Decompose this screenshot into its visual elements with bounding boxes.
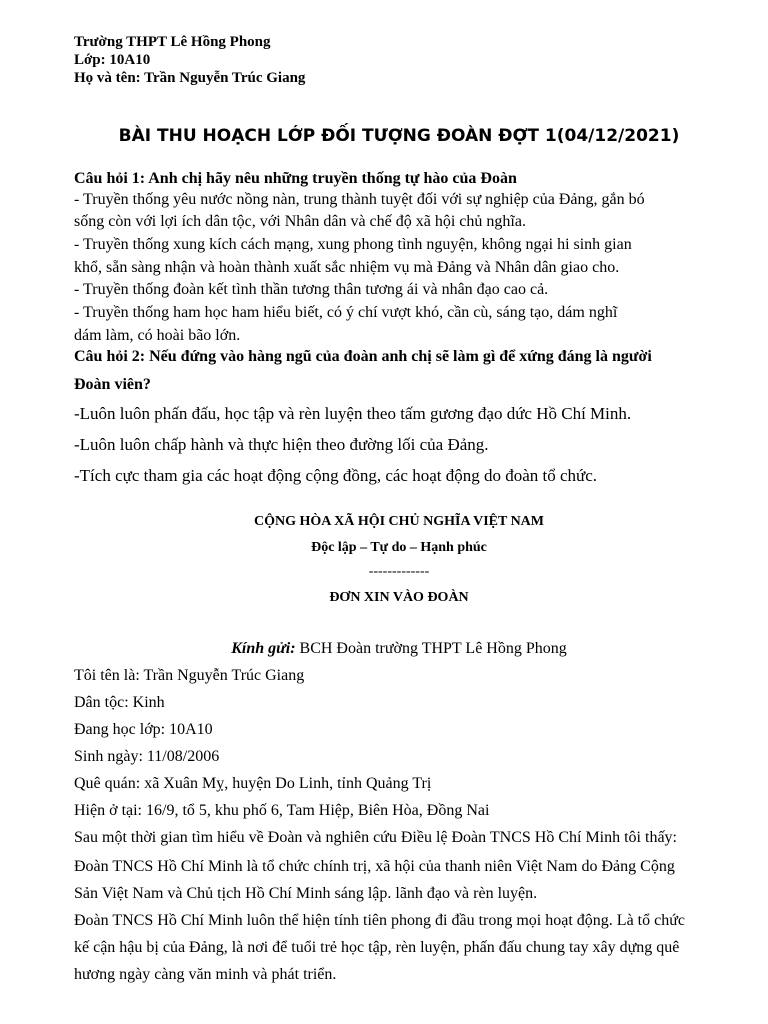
school-name: Trường THPT Lê Hồng Phong (74, 34, 271, 50)
nation-title: CỘNG HÒA XÃ HỘI CHỦ NGHĨA VIỆT NAM (253, 514, 544, 529)
field-birthday: Sinh ngày: 11/08/2006 (74, 748, 220, 765)
q1-line: dám làm, có hoài bão lớn. (74, 327, 241, 344)
body-line: hương ngày càng văn minh và phát triển. (74, 966, 337, 983)
q2-answer: -Luôn luôn phấn đấu, học tập và rèn luyện theo tấm gương đạo dức Hồ Chí Minh. (74, 404, 632, 423)
q1-line: sống còn với lợi ích dân tộc, với Nhân dân và chế độ xã hội chủ nghĩa. (74, 213, 526, 230)
divider: ------------- (368, 564, 430, 579)
body-line: Sau một thời gian tìm hiểu về Đoàn và nghiên cứu Điều lệ Đoàn TNCS Hồ Chí Minh tôi thấy: (74, 829, 677, 846)
question-2-cont: Đoàn viên? (74, 376, 151, 393)
q1-line: khổ, sẵn sàng nhận và hoàn thành xuất sắc nhiệm vụ mà Đảng và Nhân dân giao cho. (74, 259, 620, 276)
student-name: Họ và tên: Trần Nguyễn Trúc Giang (74, 70, 306, 86)
page-title: BÀI THU HOẠCH LỚP ĐỐI TƯỢNG ĐOÀN ĐỢT 1(04/12/2021) (118, 126, 680, 146)
body-line: Đoàn TNCS Hồ Chí Minh luôn thể hiện tính tiên phong đi đầu trong mọi hoạt động. Là tổ chức (74, 912, 685, 929)
q1-line: - Truyền thống yêu nước nồng nàn, trung thành tuyệt đối với sự nghiệp của Đảng, gắn bó (74, 191, 645, 208)
recipient: BCH Đoàn trường THPT Lê Hồng Phong (295, 640, 567, 657)
field-hometown: Quê quán: xã Xuân Mỵ, huyện Do Linh, tỉnh Quảng Trị (74, 775, 432, 792)
field-ethnicity: Dân tộc: Kinh (74, 694, 165, 711)
q1-line: - Truyền thống ham học ham hiểu biết, có ý chí vượt khó, cần cù, sáng tạo, dám nghĩ (74, 304, 618, 321)
field-name: Tôi tên là: Trần Nguyễn Trúc Giang (74, 667, 305, 684)
body-line: kế cận hậu bị của Đảng, là nơi để tuổi trẻ học tập, rèn luyện, phấn đấu chung tay xây dựng quê (74, 939, 680, 956)
recipient-line (0, 640, 768, 658)
q2-answer: -Tích cực tham gia các hoạt động cộng đồng, các hoạt động do đoàn tổ chức. (74, 466, 598, 485)
body-line: Đoàn TNCS Hồ Chí Minh là tổ chức chính trị, xã hội của thanh niên Việt Nam do Đảng Cộng (74, 858, 675, 875)
question-1: Câu hỏi 1: Anh chị hãy nêu những truyền thống tự hào của Đoàn (74, 170, 517, 187)
q1-line: - Truyền thống xung kích cách mạng, xung phong tình nguyện, không ngại hi sinh gian (74, 236, 632, 253)
field-address: Hiện ở tại: 16/9, tổ 5, khu phố 6, Tam Hiệp, Biên Hòa, Đồng Nai (74, 802, 490, 819)
field-class: Đang học lớp: 10A10 (74, 721, 213, 738)
body-line: Sản Việt Nam và Chủ tịch Hồ Chí Minh sáng lập. lãnh đạo và rèn luyện. (74, 885, 538, 902)
q1-line: - Truyền thống đoàn kết tình thần tương thân tương ái và nhân đạo cao cả. (74, 281, 549, 298)
class-label: Lớp: 10A10 (74, 52, 151, 68)
form-title: ĐƠN XIN VÀO ĐOÀN (329, 590, 469, 605)
question-2: Câu hỏi 2: Nếu đứng vào hàng ngũ của đoàn anh chị sẽ làm gì để xứng đáng là người (74, 348, 652, 365)
q2-answer: -Luôn luôn chấp hành và thực hiện theo đường lối của Đảng. (74, 435, 489, 454)
motto: Độc lập – Tự do – Hạnh phúc (311, 540, 487, 555)
recipient-label: Kính gửi: (231, 640, 296, 657)
